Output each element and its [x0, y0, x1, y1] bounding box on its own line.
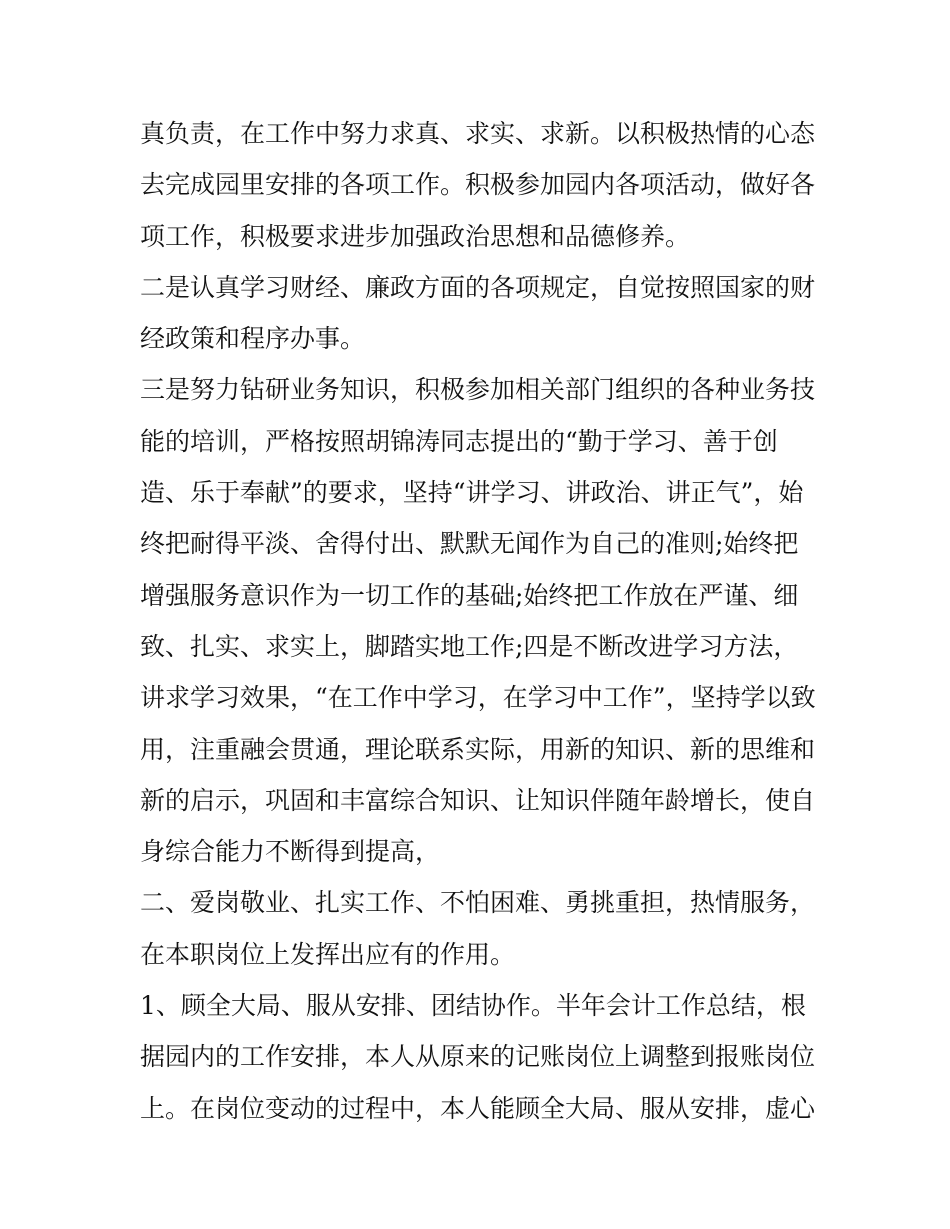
text-line: 上。在岗位变动的过程中，本人能顾全大局、服从安排，虚心 [140, 1093, 816, 1123]
text-line: 讲求学习效果，“在工作中学习，在学习中工作”，坚持学以致 [140, 683, 816, 713]
text-line: 项工作，积极要求进步加强政治思想和品德修养。 [140, 221, 691, 251]
text-line: 真负责，在工作中努力求真、求实、求新。以积极热情的心态 [140, 119, 816, 148]
text-line: 三是努力钻研业务知识，积极参加相关部门组织的各种业务技 [140, 375, 816, 405]
text-line: 用，注重融会贯通，理论联系实际，用新的知识、新的思维和 [140, 734, 816, 764]
text-line: 1、顾全大局、服从安排、团结协作。半年会计工作总结，根 [140, 991, 806, 1021]
text-line: 致、扎实、求实上，脚踏实地工作;四是不断改进学习方法， [140, 631, 799, 661]
document-body-text [140, 108, 820, 1134]
text-line: 去完成园里安排的各项工作。积极参加园内各项活动，做好各 [140, 170, 816, 200]
text-line: 经政策和程序办事。 [140, 324, 366, 354]
text-line: 据园内的工作安排，本人从原来的记账岗位上调整到报账岗位 [140, 1042, 816, 1072]
text-line: 增强服务意识作为一切工作的基础;始终把工作放在严谨、细 [140, 580, 799, 610]
text-line: 二、爱岗敬业、扎实工作、不怕困难、勇挑重担，热情服务， [140, 888, 816, 918]
text-line: 造、乐于奉献”的要求，坚持“讲学习、讲政治、讲正气”，始 [140, 478, 804, 508]
text-line: 能的培训，严格按照胡锦涛同志提出的“勤于学习、善于创 [140, 426, 778, 456]
text-line: 在本职岗位上发挥出应有的作用。 [140, 939, 516, 969]
text-line: 终把耐得平淡、舍得付出、默默无闻作为自己的准则;始终把 [140, 529, 799, 559]
text-line: 身综合能力不断得到提高， [140, 837, 441, 867]
text-line: 新的启示，巩固和丰富综合知识、让知识伴随年龄增长，使自 [140, 785, 816, 815]
text-line: 二是认真学习财经、廉政方面的各项规定，自觉按照国家的财 [140, 272, 816, 302]
